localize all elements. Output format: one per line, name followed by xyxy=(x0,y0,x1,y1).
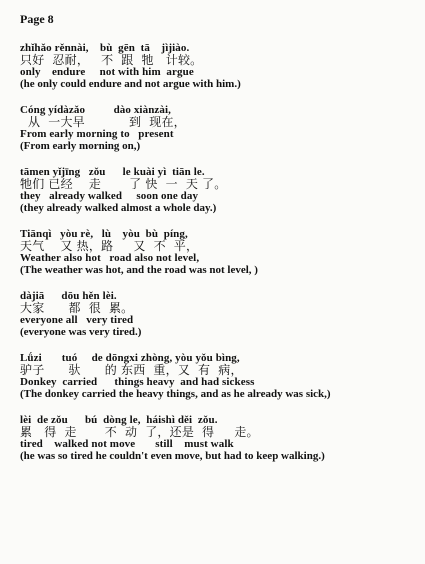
pinyin-line: dàjiā dōu hěn lèi. xyxy=(20,290,117,302)
stanza-2 xyxy=(20,104,415,152)
gloss-line: Donkey carried things heavy and had sickess xyxy=(20,376,255,388)
translation-line: (he was so tired he couldn't even move, but had to keep walking.) xyxy=(20,450,325,462)
stanza-6 xyxy=(20,352,415,400)
translation-line: (they already walked almost a whole day.) xyxy=(20,202,217,214)
gloss-line: everyone all very tired xyxy=(20,314,134,326)
chinese-line: 只好 忍耐， 不 跟 牠 计较。 xyxy=(20,53,203,67)
gloss-line: they already walked soon one day xyxy=(20,190,199,202)
gloss-line: tired walked not move still must walk xyxy=(20,438,234,450)
page-number: Page 8 xyxy=(20,12,54,26)
translation-line: (The weather was hot, and the road was not level, ) xyxy=(20,264,258,276)
pinyin-line: lèi de zǒu bú dòng le, háishì děi zǒu. xyxy=(20,414,218,426)
stanza-3 xyxy=(20,166,415,214)
gloss-line: Weather also hot road also not level, xyxy=(20,252,200,264)
chinese-line: 累 得 走 不 动 了，还是 得 走。 xyxy=(20,425,259,439)
pinyin-line: zhǐhǎo rěnnài, bù gēn tā jìjiào. xyxy=(20,42,190,54)
translation-line: (he only could endure and not argue with him.) xyxy=(20,78,241,90)
chinese-line: 从 一大早 到 现在， xyxy=(20,115,186,129)
chinese-line: 牠们 已经 走 了 快 一 天 了。 xyxy=(20,177,227,191)
gloss-line: only endure not with him argue xyxy=(20,66,194,78)
pinyin-line: Tiānqì yòu rè, lù yòu bù píng, xyxy=(20,228,188,240)
stanza-7 xyxy=(20,414,415,462)
pinyin-line: Lǘzi tuó de dōngxi zhòng, yòu yǒu bìng, xyxy=(20,352,240,364)
translation-line: (everyone was very tired.) xyxy=(20,326,142,338)
stanza-1 xyxy=(20,42,415,90)
pinyin-line: tāmen yǐjīng zǒu le kuài yì tiān le. xyxy=(20,166,205,178)
pinyin-line: Cóng yídàzǎo dào xiànzài, xyxy=(20,104,171,116)
translation-line: (From early morning on,) xyxy=(20,140,141,152)
chinese-line: 大家 都 很 累。 xyxy=(20,301,134,315)
chinese-line: 天气 又 热，路 又 不 平， xyxy=(20,239,199,253)
gloss-line: From early morning to present xyxy=(20,128,174,140)
chinese-line: 驴子 驮 的 东西 重，又 有 病， xyxy=(20,363,243,377)
stanza-4 xyxy=(20,228,415,276)
stanza-5 xyxy=(20,290,415,338)
translation-line: (The donkey carried the heavy things, and as he already was sick,) xyxy=(20,388,331,400)
